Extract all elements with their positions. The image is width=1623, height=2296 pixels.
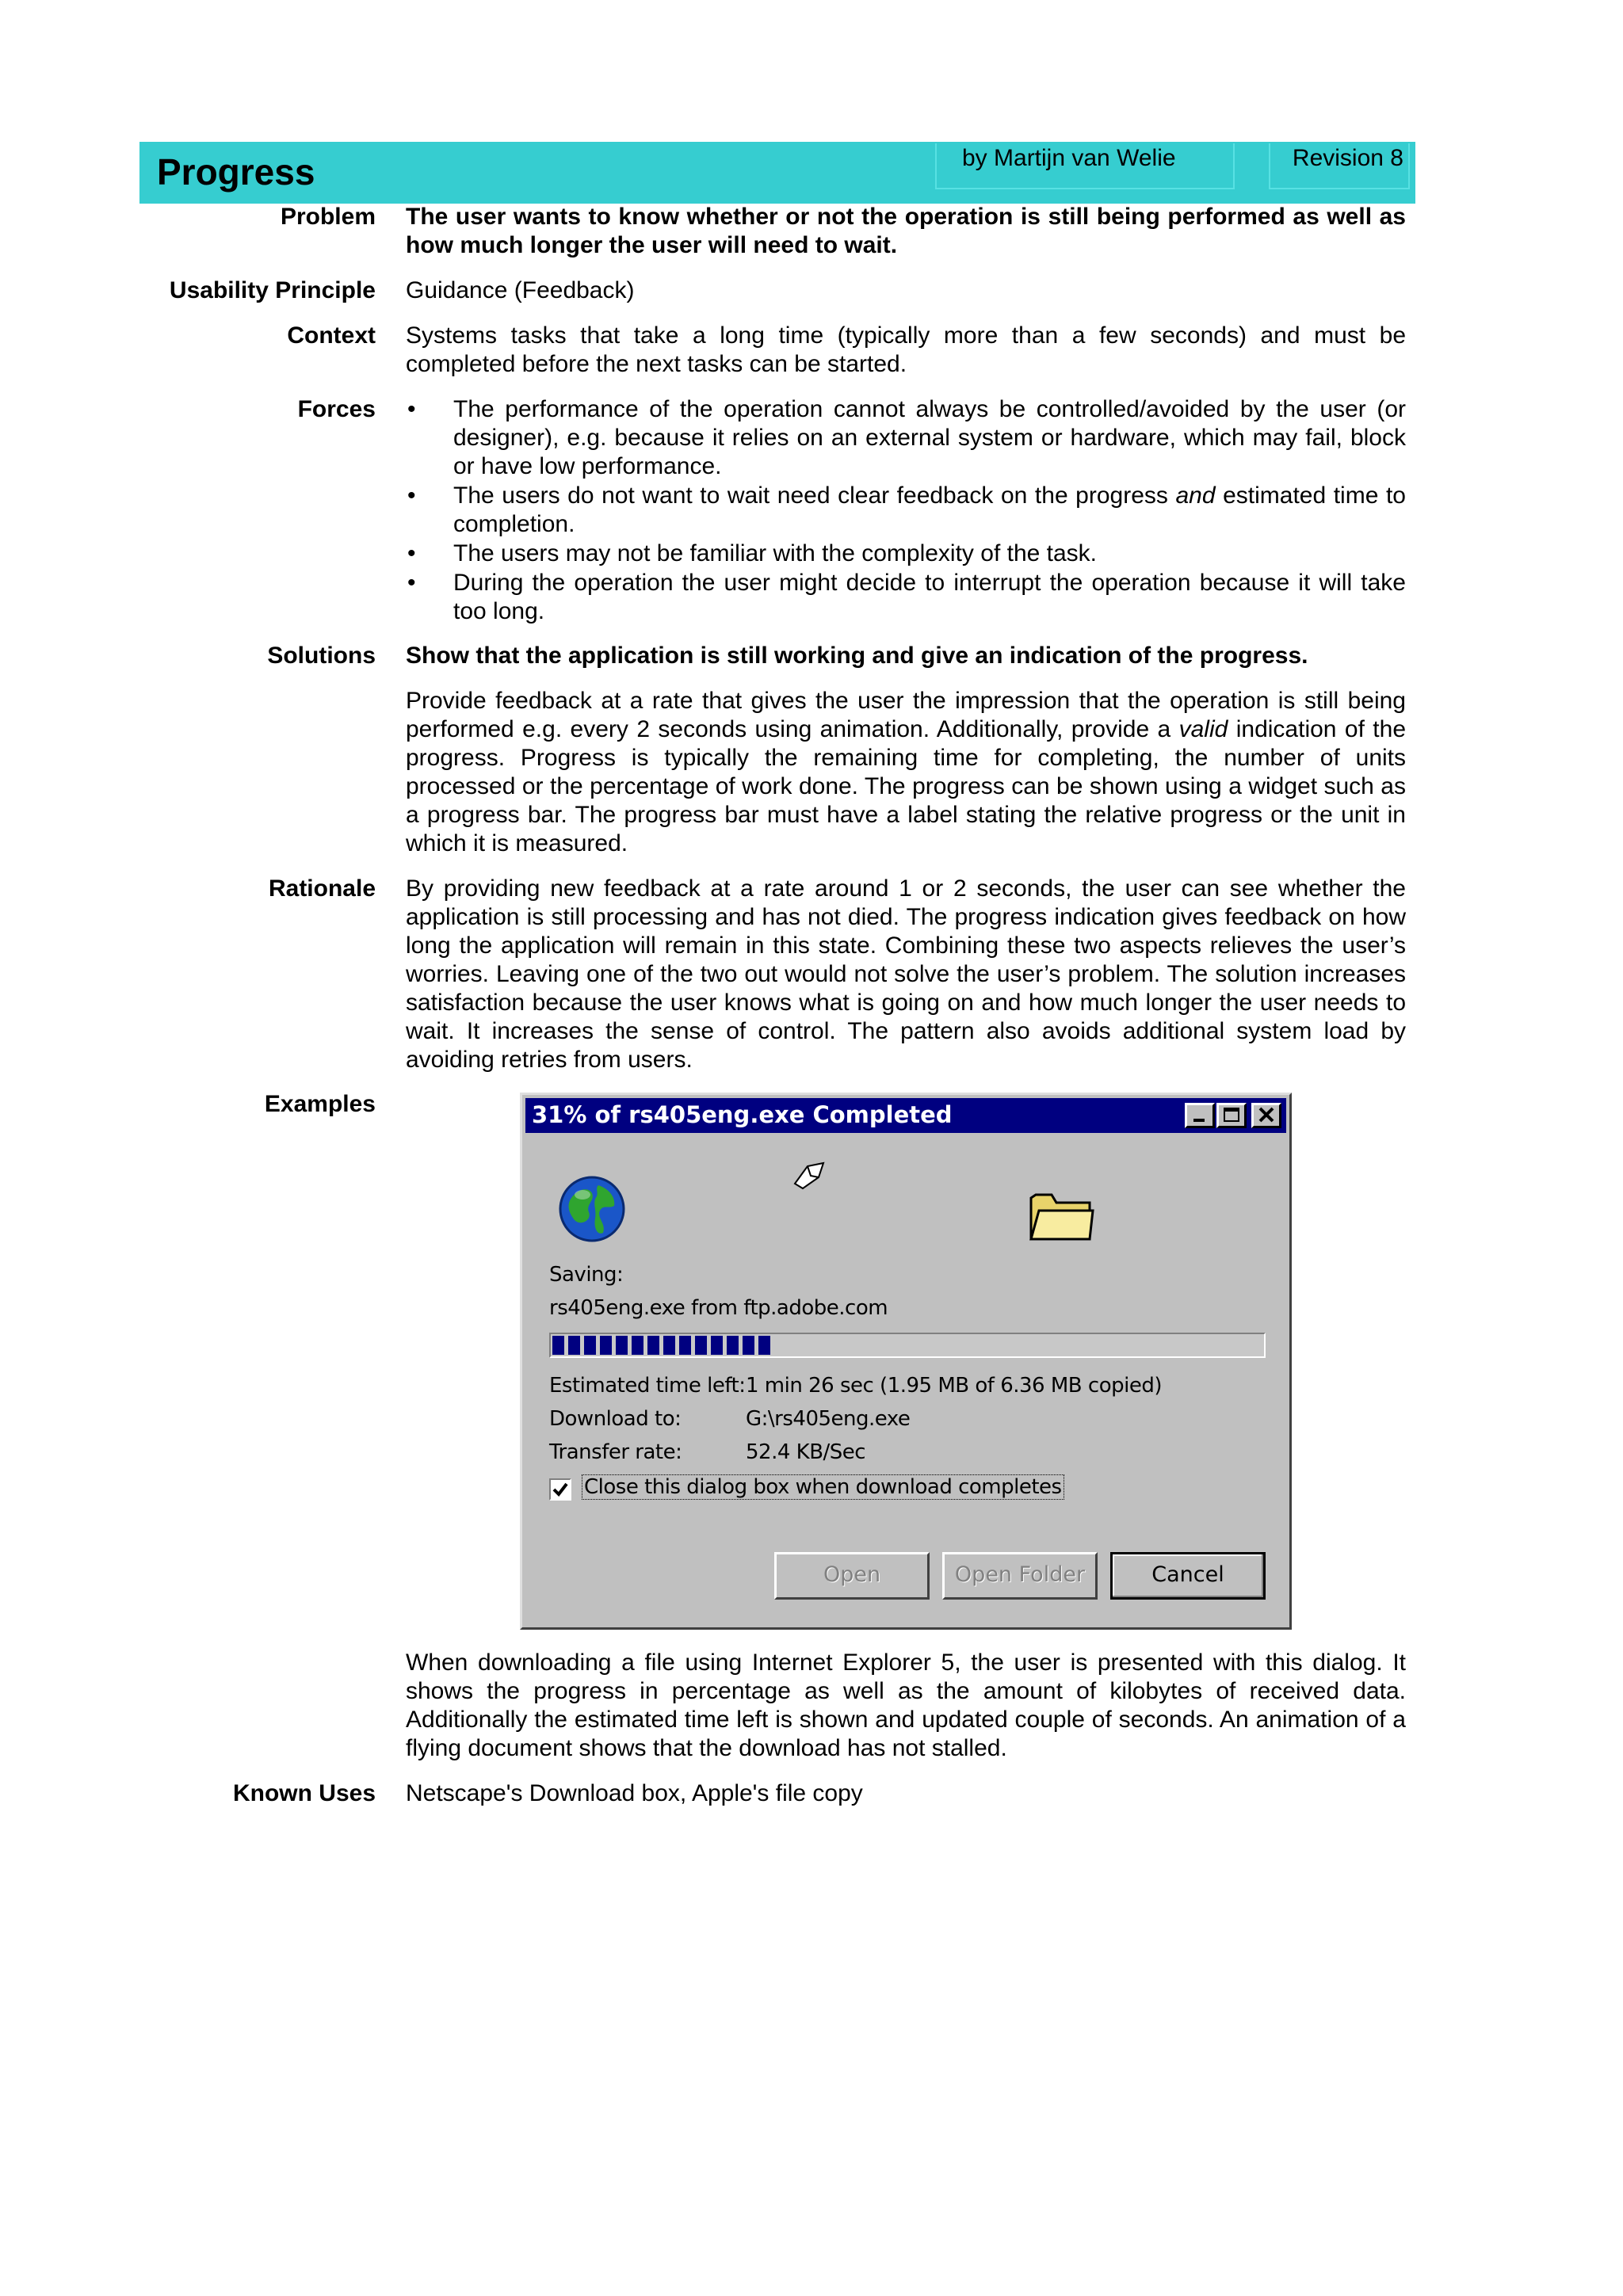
rationale-text: By providing new feedback at a rate around 1 or 2 seconds, the user can see whether the application is still processing and has not died. The progress indication gives feedback on how long the application will remain in this state. Combining these two aspects relieves the user’s worries. Leaving one of the two out would not solve the user’s problem. The solution increases satisfaction because the user knows what is going on and how much longer the user needs to wait. It increases the sense of control. The pattern also avoids additional system load by avoiding retries from users. xyxy=(406,875,1406,1073)
list-item: • The performance of the operation cannot always be controlled/avoided by the user (or designer), e.g. because it relies on an external system or hardware, which may fail, block or have low performance. xyxy=(407,396,1406,479)
cancel-button[interactable]: Cancel xyxy=(1110,1552,1266,1600)
estimated-time-value: 1 min 26 sec (1.95 MB of 6.36 MB copied) xyxy=(746,1374,1162,1398)
forces-label: Forces xyxy=(297,396,376,422)
progress-block xyxy=(568,1336,580,1355)
progress-fill xyxy=(552,1336,770,1355)
usability-text: Guidance (Feedback) xyxy=(406,277,635,303)
dialog-title: 31% of rs405eng.exe Completed xyxy=(532,1101,953,1128)
estimated-time-label: Estimated time left: xyxy=(549,1374,746,1398)
progress-block xyxy=(616,1336,628,1355)
context-text: Systems tasks that take a long time (typically more than a few seconds) and must be completed before the next tasks can be started. xyxy=(406,322,1406,377)
solutions-headline: Show that the application is still working and give an indication of the progress. xyxy=(406,643,1308,669)
revision-text: Revision 8 xyxy=(1292,145,1403,171)
forces-list xyxy=(406,395,1406,627)
author-text: by Martijn van Welie xyxy=(962,145,1176,171)
page-title: Progress xyxy=(157,151,315,193)
open-button[interactable]: Open xyxy=(774,1552,930,1600)
dialog-titlebar[interactable] xyxy=(525,1098,1286,1133)
folder-icon xyxy=(1028,1187,1094,1245)
transfer-rate-label: Transfer rate: xyxy=(549,1440,682,1464)
progress-block xyxy=(727,1336,739,1355)
progress-block xyxy=(584,1336,596,1355)
minimize-icon[interactable] xyxy=(1185,1103,1215,1128)
progress-block xyxy=(743,1336,754,1355)
progress-block xyxy=(695,1336,707,1355)
close-icon[interactable] xyxy=(1251,1103,1281,1128)
progress-block xyxy=(600,1336,612,1355)
revision-cell xyxy=(1269,143,1410,189)
rationale-label: Rationale xyxy=(268,875,376,902)
progress-block xyxy=(711,1336,723,1355)
known-uses-text: Netscape's Download box, Apple's file copy xyxy=(406,1780,863,1806)
progress-block xyxy=(758,1336,770,1355)
download-to-value: G:\rs405eng.exe xyxy=(746,1407,911,1431)
examples-label: Examples xyxy=(264,1091,376,1117)
header-band xyxy=(139,142,1415,204)
author-cell xyxy=(935,143,1235,189)
globe-icon xyxy=(557,1174,627,1244)
saving-label: Saving: xyxy=(549,1263,624,1287)
known-uses-label: Known Uses xyxy=(232,1780,376,1806)
progress-block xyxy=(647,1336,659,1355)
progress-block xyxy=(663,1336,675,1355)
flying-document-icon xyxy=(790,1160,828,1192)
list-item: • The users may not be familiar with the complexity of the task. xyxy=(407,540,1098,566)
close-on-complete-label[interactable]: Close this dialog box when download completes xyxy=(584,1475,1062,1499)
transfer-rate-value: 52.4 KB/Sec xyxy=(746,1440,866,1464)
progress-block xyxy=(632,1336,643,1355)
checkmark-icon xyxy=(551,1480,570,1499)
usability-label: Usability Principle xyxy=(169,277,376,303)
problem-text: The user wants to know whether or not the operation is still being performed as well as how much longer the user will need to wait. xyxy=(406,204,1406,258)
list-item: • The users do not want to wait need clear feedback on the progress and estimated time to completion. xyxy=(407,482,1406,537)
problem-label: Problem xyxy=(280,204,376,230)
download-dialog xyxy=(520,1093,1292,1630)
close-on-complete-checkbox[interactable] xyxy=(549,1478,571,1501)
open-folder-button[interactable]: Open Folder xyxy=(942,1552,1098,1600)
list-item: • During the operation the user might decide to interrupt the operation because it will take too long. xyxy=(407,570,1406,624)
context-label: Context xyxy=(287,322,376,349)
solutions-label: Solutions xyxy=(267,643,376,669)
solutions-paragraph: Provide feedback at a rate that gives the user the impression that the operation is still being performed e.g. every 2 seconds using animation. Additionally, provide a valid indication of the progress. Progress is typically the remaining time for completing, the number of units processed or the percentage of work done. The progress can be shown using a widget such as a progress bar. The progress bar must have a label stating the relative progress or the unit in which it is measured. xyxy=(406,688,1407,856)
download-to-label: Download to: xyxy=(549,1407,682,1431)
download-progress-bar xyxy=(549,1333,1266,1358)
maximize-icon[interactable] xyxy=(1216,1103,1247,1128)
saving-value: rs405eng.exe from ftp.adobe.com xyxy=(549,1296,888,1320)
progress-block xyxy=(679,1336,691,1355)
progress-block xyxy=(552,1336,564,1355)
examples-caption: When downloading a file using Internet Explorer 5, the user is presented with this dialog. It shows the progress in percentage as well as the amount of kilobytes of received data. Additionally the estimated time left is shown and updated couple of seconds. An animation of a flying document shows that the download has not stalled. xyxy=(406,1650,1406,1761)
